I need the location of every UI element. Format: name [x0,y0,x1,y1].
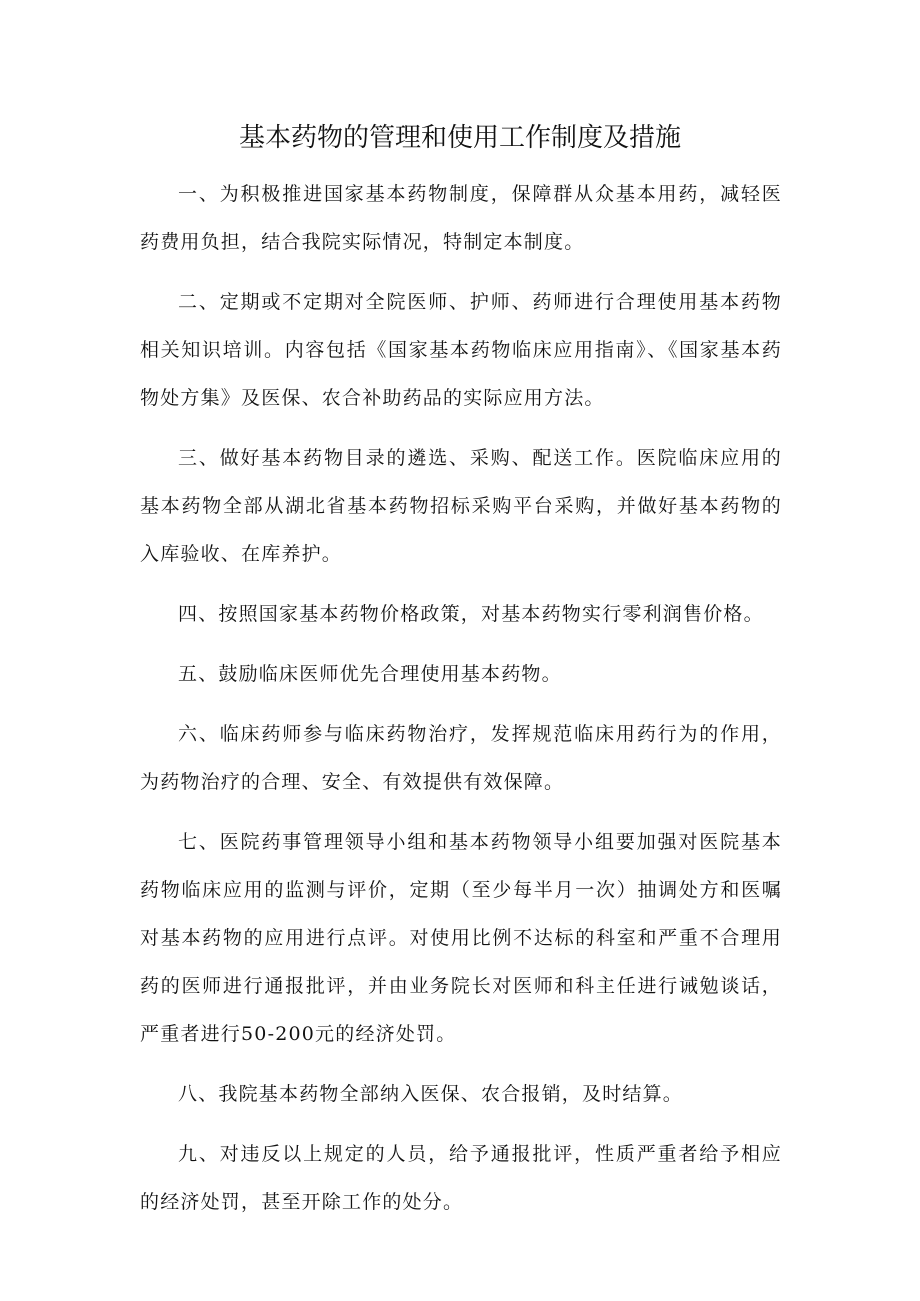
document-body [140,170,782,1238]
paragraph-5: 五、鼓励临床医师优先合理使用基本药物。 [178,663,562,685]
document-title: 基本药物的管理和使用工作制度及措施 [238,123,681,153]
paragraph-3: 三、做好基本药物目录的遴选、采购、配送工作。医院临床应用的基本药物全部从湖北省基本药物招标采购平台采购，并做好基本药物的入库验收、在库养护。 [140,447,782,565]
paragraph-7: 七、医院药事管理领导小组和基本药物领导小组要加强对医院基本药物临床应用的监测与评价，定期（至少每半月一次）抽调处方和医嘱对基本药物的应用进行点评。对使用比例不达标的科室和严重不合理用药的医师进行通报批评，并由业务院长对医师和科主任进行诫勉谈话，严重者进行50-200元的经济处罚。 [140,831,782,1045]
paragraph-2: 二、定期或不定期对全院医师、护师、药师进行合理使用基本药物相关知识培训。内容包括《国家基本药物临床应用指南》、《国家基本药物处方集》及医保、农合补助药品的实际应用方法。 [140,291,782,409]
paragraph-4: 四、按照国家基本药物价格政策，对基本药物实行零利润售价格。 [178,603,764,625]
paragraph-6: 六、临床药师参与临床药物治疗，发挥规范临床用药行为的作用，为药物治疗的合理、安全、有效提供有效保障。 [140,723,782,793]
paragraph-8: 八、我院基本药物全部纳入医保、农合报销，及时结算。 [178,1083,684,1105]
paragraph-9: 九、对违反以上规定的人员，给予通报批评，性质严重者给予相应的经济处罚，甚至开除工作的处分。 [140,1143,782,1213]
paragraph-1: 一、为积极推进国家基本药物制度，保障群从众基本用药，减轻医药费用负担，结合我院实际情况，特制定本制度。 [140,183,782,253]
